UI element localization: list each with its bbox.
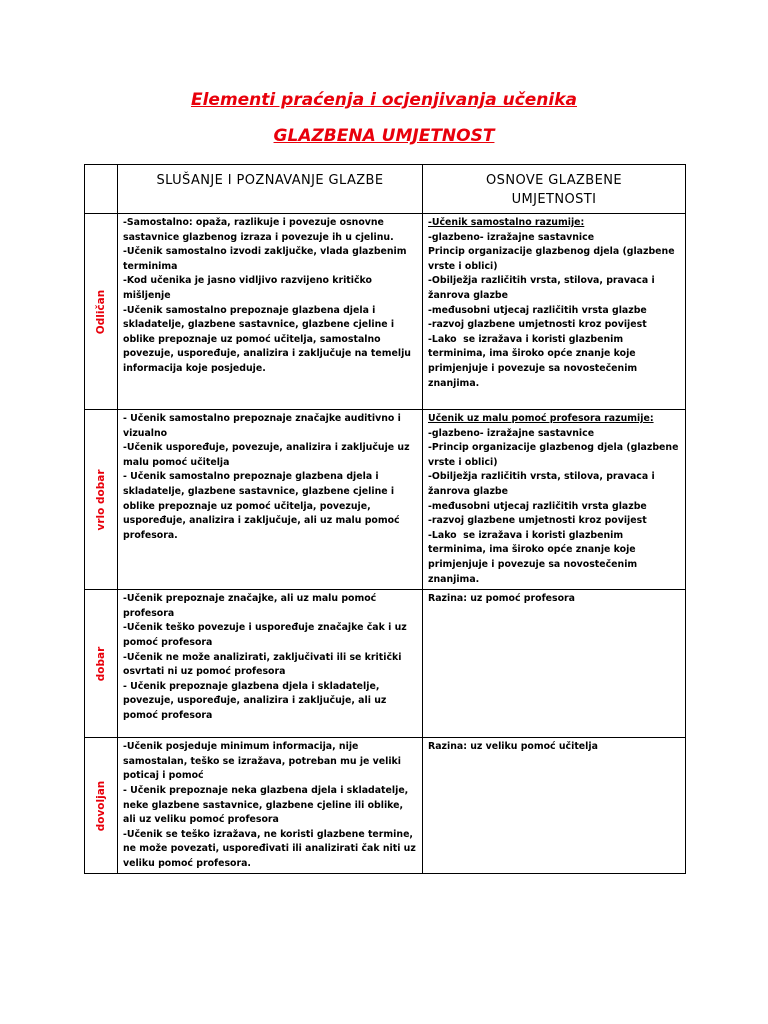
- document-subtitle: GLAZBENA UMJETNOST: [273, 126, 495, 146]
- row-cell-fundamentals: [423, 410, 686, 590]
- list-item: -Princip organizacije glazbenog djela (glazbene vrste i oblici): [428, 442, 682, 468]
- row-cell-fundamentals: [423, 738, 686, 874]
- list-item: -glazbeno- izražajne sastavnice: [428, 427, 595, 439]
- list-item: -Učenik uspoređuje, povezuje, analizira i zaključuje uz malu pomoć učitelja: [123, 442, 413, 468]
- list-item: -Učenik teško povezuje i uspoređuje značajke čak i uz pomoć profesora: [123, 622, 411, 648]
- table-header-row: [85, 165, 686, 214]
- list-item: -međusobni utjecaj različitih vrsta glazbe: [428, 304, 647, 316]
- assessment-table: [84, 164, 686, 874]
- list-item: -glazbeno- izražajne sastavnice: [428, 231, 595, 243]
- list-item: -Učenik samostalno izvodi zaključke, vlada glazbenim terminima: [123, 246, 410, 272]
- grade-cell: [85, 410, 118, 590]
- list-item: -Obilježja različitih vrsta, stilova, pravaca i žanrova glazbe: [428, 275, 658, 301]
- list-item: - Učenik prepoznaje neka glazbena djela i skladatelje, neke glazbene sastavnice, glazbene cjeline ili oblike, ali uz veliku pomoć profesora: [123, 784, 412, 826]
- grade-cell: [85, 214, 118, 410]
- table-row: [85, 214, 686, 410]
- list-item: -Lako se izražava i koristi glazbenim terminima, ima široko opće znanje koje primjenjuje i povezuje sa novostečenim znanjima.: [428, 529, 641, 585]
- grade-label: dovoljan: [95, 780, 107, 832]
- list-item: -Učenik samostalno prepoznaje glazbena djela i skladatelje, glazbene sastavnice, glazbene cjeline i oblike prepoznaje uz pomoć učitelja, samostalno povezuje, uspoređuje, analizira i zaključuje na temelju informacija koje posjeduje.: [123, 304, 415, 374]
- list-item: -razvoj glazbene umjetnosti kroz povijest: [428, 319, 647, 331]
- grade-cell: [85, 590, 118, 738]
- document-title: Elementi praćenja i ocjenjivanja učenika: [190, 90, 578, 110]
- row-cell-listening: [118, 590, 423, 738]
- row-cell-fundamentals: [423, 590, 686, 738]
- list-item: -Učenik posjeduje minimum informacija, nije samostalan, teško se izražava, potreban mu je veliki poticaj i pomoć: [123, 741, 405, 782]
- list-item: -Učenik ne može analizirati, zaključivati ili se kritički osvrtati ni uz pomoć profesora: [123, 651, 405, 678]
- grade-label: dobar: [95, 646, 107, 681]
- grade-cell: [85, 738, 118, 874]
- list-item: - Učenik prepoznaje glazbena djela i skladatelje, povezuje, uspoređuje, analizira i zaključuje, ali uz pomoć profesora: [123, 680, 390, 721]
- list-item: -Učenik prepoznaje značajke, ali uz malu pomoć profesora: [123, 593, 380, 619]
- list-item: Razina: uz pomoć profesora: [428, 593, 575, 605]
- cell-heading: Učenik uz malu pomoć profesora razumije:: [428, 413, 654, 424]
- list-item: -razvoj glazbene umjetnosti kroz povijest: [428, 515, 647, 527]
- column-header-listening: SLUŠANJE I POZNAVANJE GLAZBE: [118, 165, 423, 214]
- column-header-fundamentals: OSNOVE GLAZBENE UMJETNOSTI: [423, 165, 686, 214]
- row-cell-fundamentals: [423, 214, 686, 410]
- list-item: Razina: uz veliku pomoć učitelja: [428, 741, 598, 753]
- row-cell-listening: [118, 738, 423, 874]
- cell-heading: -Učenik samostalno razumije:: [428, 217, 585, 228]
- grade-label: vrlo dobar: [95, 469, 107, 531]
- list-item: -međusobni utjecaj različitih vrsta glazbe: [428, 500, 647, 512]
- list-item: -Kod učenika je jasno vidljivo razvijeno kritičko mišljenje: [123, 275, 376, 301]
- list-item: -Lako se izražava i koristi glazbenim terminima, ima široko opće znanje koje primjenjuje i povezuje sa novostečenim znanjima.: [428, 333, 641, 389]
- list-item: - Učenik samostalno prepoznaje glazbena djela i skladatelje, glazbene sastavnice, glazbene cjeline i oblike prepoznaje uz pomoć učitelja, povezuje, uspoređuje, analizira i zaključuje, ali uz malu pomoć profesora.: [123, 471, 403, 541]
- list-item: -Učenik se teško izražava, ne koristi glazbene termine, ne može povezati, uspoređivati ili analizirati čak niti uz veliku pomoć profesora.: [123, 828, 420, 869]
- list-item: -Samostalno: opaža, razlikuje i povezuje osnovne sastavnice glazbenog izraza i povezuje ih u cjelinu.: [123, 217, 394, 243]
- list-item: -Obilježja različitih vrsta, stilova, pravaca i žanrova glazbe: [428, 471, 658, 497]
- row-cell-listening: [118, 410, 423, 590]
- row-cell-listening: [118, 214, 423, 410]
- list-item: - Učenik samostalno prepoznaje značajke auditivno i vizualno: [123, 413, 405, 439]
- table-row: [85, 738, 686, 874]
- header-empty-cell: [85, 165, 118, 214]
- grade-label: Odličan: [95, 289, 107, 334]
- table-row: [85, 410, 686, 590]
- table-row: [85, 590, 686, 738]
- list-item: Princip organizacije glazbenog djela (glazbene vrste i oblici): [428, 246, 678, 272]
